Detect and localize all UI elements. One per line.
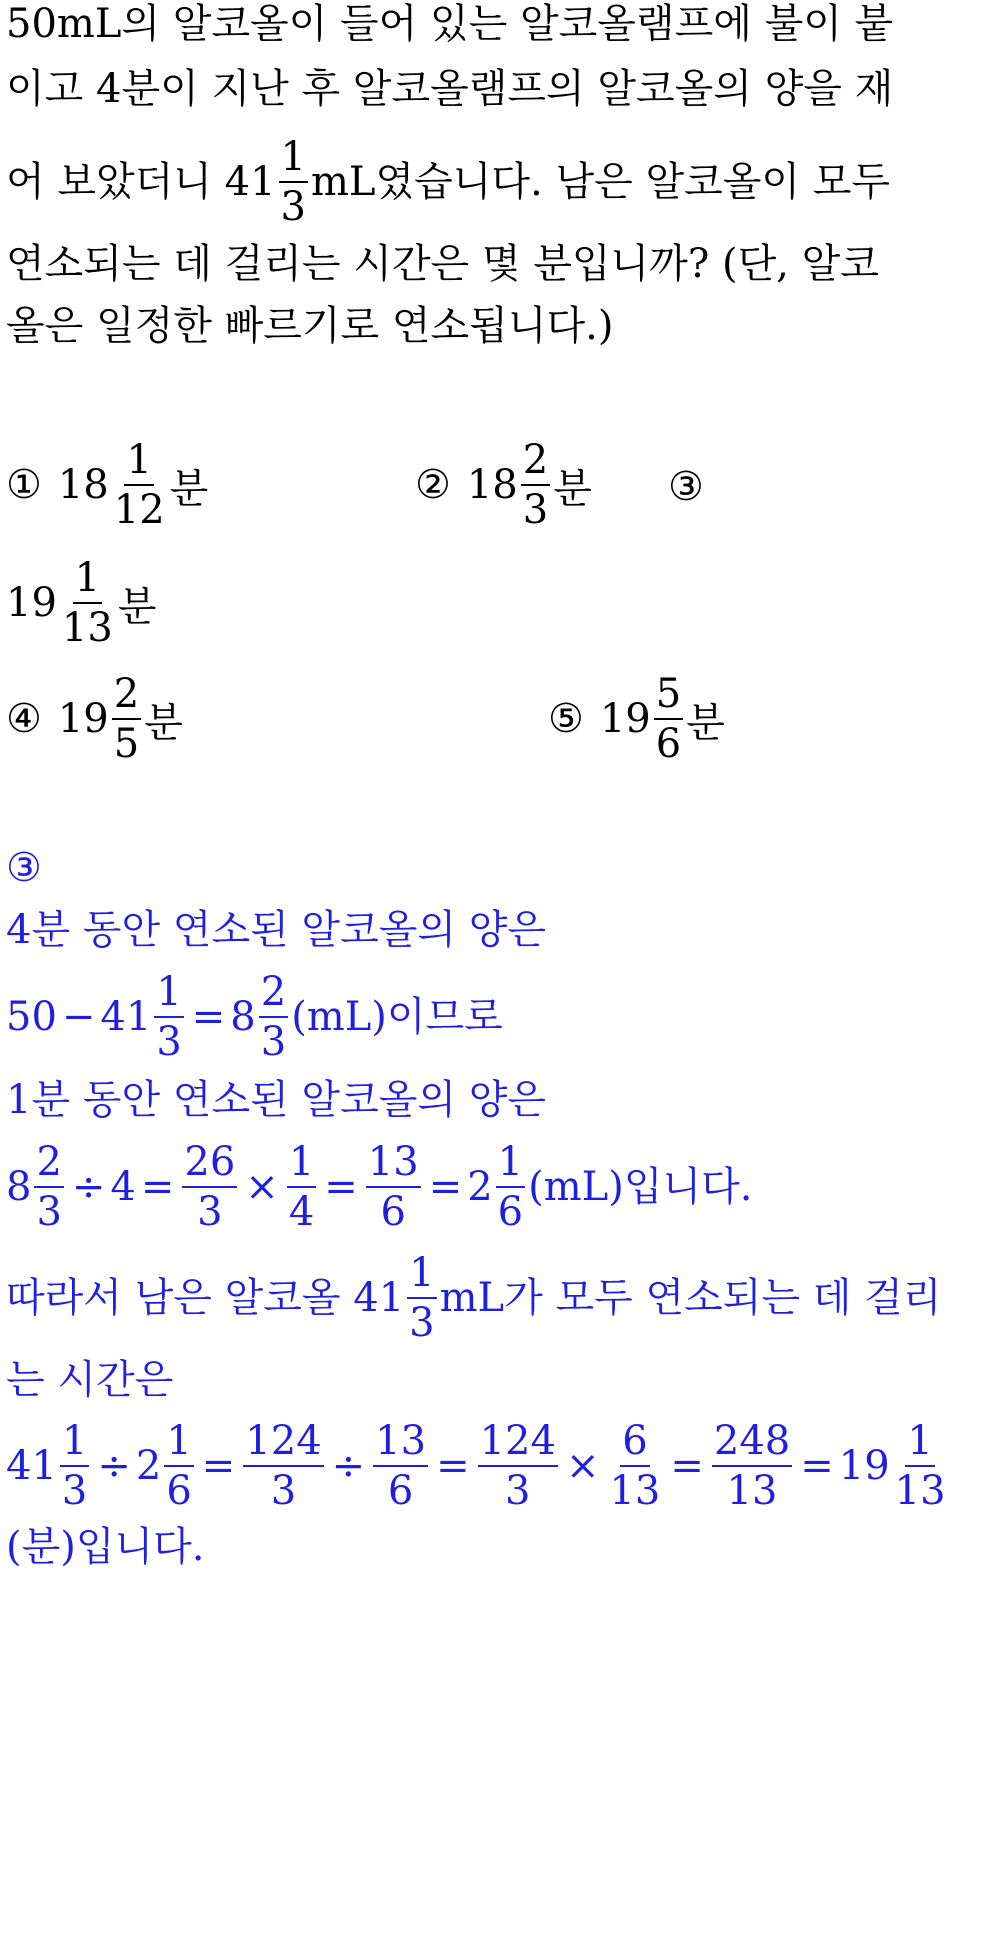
choice-mark: ②	[415, 462, 451, 509]
solution-line-5: 따라서 남은 알코올 41 $\frac{1}{3}$ mL가 모두 연소되는 데 걸리	[6, 1250, 942, 1346]
choice-unit: 분	[144, 699, 183, 746]
question-line-3-prefix: 어 보았더니 41	[6, 159, 276, 206]
fraction: $\frac{13}{6}$	[375, 1418, 427, 1514]
choice-mark: ①	[6, 462, 42, 509]
choice-mark: ③	[668, 464, 704, 510]
fraction: $\frac{26}{3}$	[184, 1139, 236, 1235]
fraction: $\frac{1}{3}$	[280, 134, 306, 230]
question-line-3-suffix: mL였습니다. 남은 알코올이 모두	[310, 159, 891, 206]
question-line-5: 올은 일정한 빠르기로 연소됩니다.)	[6, 303, 614, 349]
fraction: $\frac{5}{6}$	[655, 671, 682, 767]
solution-line-8: (분)입니다.	[6, 1524, 205, 1570]
question-line-4: 연소되는 데 걸리는 시간은 몇 분입니까? (단, 알코	[6, 241, 879, 287]
solution-line-6: 는 시간은	[6, 1357, 174, 1403]
choice-2[interactable]	[415, 438, 592, 533]
fraction: $\frac{1}{13}$	[61, 555, 113, 651]
fraction: $\frac{1}{12}$	[113, 437, 165, 533]
choice-whole: 18	[466, 462, 518, 509]
choice-whole: 18	[57, 462, 109, 509]
choice-whole: 19	[6, 580, 57, 627]
choice-whole: 19	[599, 696, 651, 743]
fraction: $\frac{124}{3}$	[479, 1418, 556, 1514]
solution-line-4: 8 $\frac{2}{3}$ ÷ 4 = $\frac{26}{3}$ × $\frac{1}{4}$ = $\frac{13}{6}$ = 2 $\frac{1}{6}$ (mL)입니다.	[6, 1139, 753, 1235]
solution-line-1: 4분 동안 연소된 알코올의 양은	[6, 907, 546, 953]
fraction: $\frac{1}{3}$	[156, 969, 182, 1065]
fraction: $\frac{248}{13}$	[713, 1418, 791, 1514]
fraction: $\frac{1}{6}$	[497, 1139, 524, 1235]
choice-unit: 분	[553, 465, 592, 512]
fraction: $\frac{1}{3}$	[61, 1418, 88, 1514]
question-line-3	[6, 135, 890, 230]
solution-answer: ③	[6, 845, 42, 891]
choice-mark: ④	[6, 696, 42, 743]
fraction: $\frac{1}{3}$	[409, 1250, 435, 1346]
solution-line-3: 1분 동안 연소된 알코올의 양은	[6, 1077, 546, 1123]
choice-1[interactable]	[6, 438, 208, 533]
question-line-1: 50mL의 알코올이 들어 있는 알코올램프에 불이 붙	[6, 1, 894, 47]
fraction: $\frac{1}{6}$	[166, 1418, 192, 1514]
fraction: $\frac{13}{6}$	[367, 1139, 419, 1235]
choice-unit: 분	[169, 465, 209, 512]
fraction: $\frac{2}{5}$	[113, 671, 140, 767]
fraction: $\frac{6}{13}$	[609, 1418, 661, 1514]
fraction: $\frac{2}{3}$	[522, 437, 549, 533]
fraction: $\frac{2}{3}$	[260, 969, 287, 1065]
fraction: $\frac{1}{4}$	[288, 1139, 315, 1235]
solution-line-2: 50 − 41 $\frac{1}{3}$ = 8 $\frac{2}{3}$ (mL)이므로	[6, 969, 503, 1065]
choice-4[interactable]	[6, 672, 183, 767]
choice-3[interactable]	[6, 556, 156, 651]
choice-3-mark-wrap[interactable]	[668, 464, 720, 510]
solution-line-7: 41 $\frac{1}{3}$ ÷ 2 $\frac{1}{6}$ = $\frac{124}{3}$ ÷ $\frac{13}{6}$ = $\frac{124}{3}$ × $\frac{6}{13}$ = $\frac{248}{13}$ = 19 $\frac{1}{13}$	[6, 1418, 946, 1514]
fraction: $\frac{1}{13}$	[894, 1418, 946, 1514]
choice-mark: ⑤	[548, 696, 584, 743]
choice-unit: 분	[686, 699, 725, 746]
choice-unit: 분	[117, 583, 157, 630]
fraction: $\frac{2}{3}$	[36, 1139, 62, 1235]
choice-whole: 19	[57, 696, 109, 743]
question-line-2: 이고 4분이 지난 후 알코올램프의 알코올의 양을 재	[6, 66, 894, 112]
fraction: $\frac{124}{3}$	[245, 1418, 322, 1514]
choice-5[interactable]	[548, 672, 725, 767]
